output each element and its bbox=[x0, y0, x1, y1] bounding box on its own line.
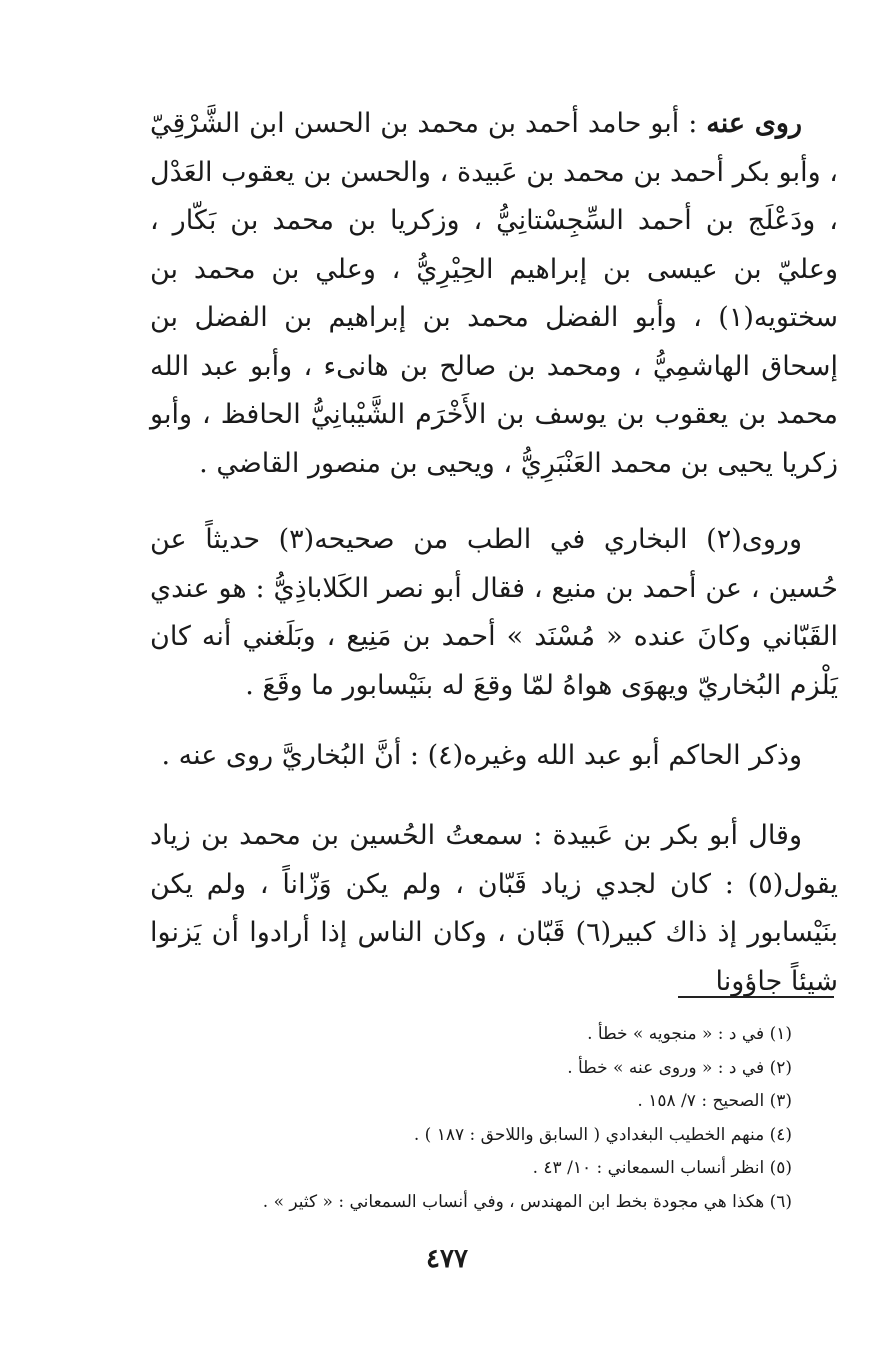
paragraph-ubayda: وقال أبو بكر بن عَبيدة : سمعتُ الحُسين بن محمد بن زياد يقول(٥) : كان لجدي زياد قَبّان ، ولم يكن وَزّاناً ، ولم يكن بنَيْسابور إذ ذاك كبير(٦) قَبّان ، وكان الناس إذا أرادوا أن يَزنوا شيئاً جاؤونا bbox=[150, 820, 838, 997]
footnote-4: (٤) منهم الخطيب البغدادي ( السابق واللاحق : ١٨٧ ) . bbox=[413, 1124, 792, 1145]
footnote-3: (٣) الصحيح : ٧/ ١٥٨ . bbox=[637, 1091, 792, 1111]
footnotes-list bbox=[232, 1018, 792, 1219]
footnote-5: (٥) انظر أنساب السمعاني : ١٠/ ٤٣ . bbox=[532, 1158, 792, 1178]
paragraph-bukhari: وروى(٢) البخاري في الطب من صحيحه(٣) حديثاً عن حُسين ، عن أحمد بن منيع ، فقال أبو نصر الكَلاباذِيُّ : هو عندي القَبّاني وكانَ عنده « مُسْنَد » أحمد بن مَنِيع ، وبَلَغني أنه كان يَلْزم البُخاريّ ويهوَى هواهُ لمّا وقعَ له بنَيْسابور ما وقَعَ . bbox=[150, 524, 838, 701]
footnote-divider bbox=[678, 996, 834, 998]
footnote-2: (٢) في د : « وروى عنه » خطأ . bbox=[567, 1057, 792, 1078]
page-number: ٤٧٧ bbox=[426, 1244, 468, 1274]
paragraph-lead: روى عنه bbox=[706, 108, 802, 139]
paragraph-narrators bbox=[150, 100, 838, 488]
paragraph-hakim: وذكر الحاكم أبو عبد الله وغيره(٤) : أنَّ البُخاريَّ روى عنه . bbox=[161, 740, 802, 771]
paragraph-text: : أبو حامد أحمد بن محمد بن الحسن ابن الشَّرْقِيّ ، وأبو بكر أحمد بن محمد بن عَبيدة ، والحسن بن يعقوب العَدْل ، ودَعْلَج بن أحمد السِّجِسْتانِيُّ ، وزكريا بن محمد بن بَكّار ، وعليّ بن عيسى بن إبراهيم الحِيْرِيُّ ، وعلي بن محمد بن سختويه(١) ، وأبو الفضل محمد بن إبراهيم بن الفضل بن إسحاق الهاشمِيُّ ، ومحمد بن صالح بن هانىء ، وأبو عبد الله محمد بن يعقوب بن يوسف بن الأَخْرَم الشَّيْبانِيُّ الحافظ ، وأبو زكريا يحيى بن محمد العَنْبَرِيُّ ، ويحيى بن منصور القاضي . bbox=[150, 108, 838, 479]
footnote-6: (٦) هكذا هي مجودة بخط ابن المهندس ، وفي أنساب السمعاني : « كثير » . bbox=[262, 1191, 792, 1212]
footnote-1: (١) في د : « منجويه » خطأ . bbox=[587, 1024, 792, 1044]
